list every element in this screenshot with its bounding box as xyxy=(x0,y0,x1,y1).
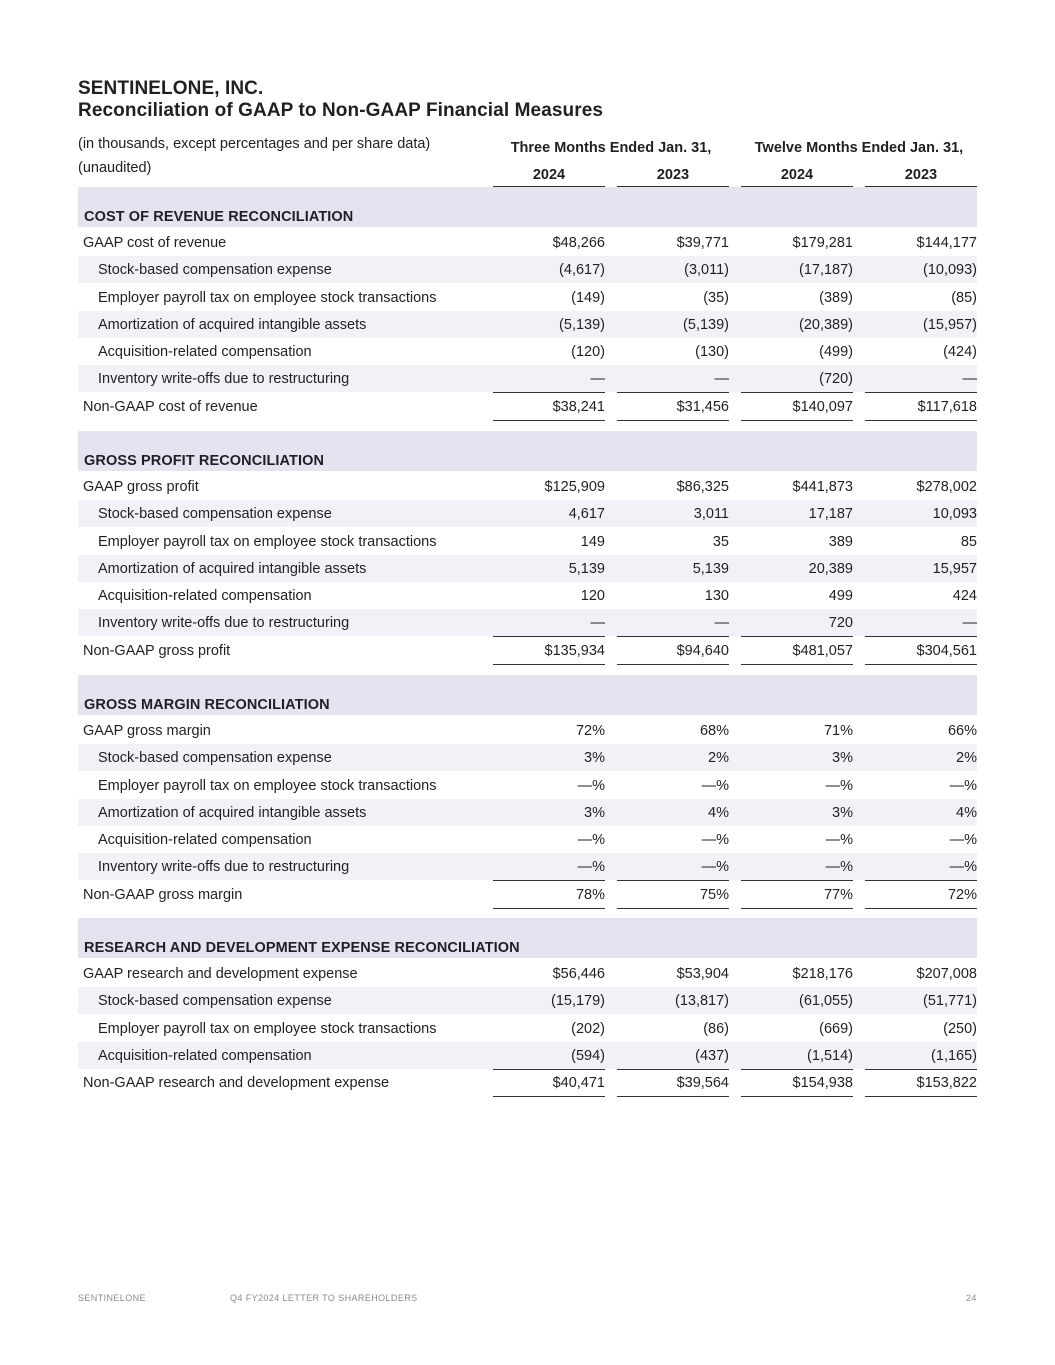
total-rule xyxy=(865,880,977,881)
row-value: 77% xyxy=(823,886,853,903)
row-value: — xyxy=(962,615,977,632)
row-label: Stock-based compensation expense xyxy=(98,506,332,523)
row-value: (669) xyxy=(819,1020,853,1037)
row-value: 66% xyxy=(947,723,977,739)
twelve-months-header: Twelve Months Ended Jan. 31, xyxy=(754,140,964,156)
table-row xyxy=(78,744,977,771)
total-rule xyxy=(741,908,853,909)
row-label: Employer payroll tax on employee stock transactions xyxy=(98,1020,437,1037)
row-value: $441,873 xyxy=(792,479,853,495)
row-value: (10,093) xyxy=(922,262,977,279)
total-rule xyxy=(741,420,853,421)
row-value: (389) xyxy=(819,289,853,306)
section-header xyxy=(78,187,977,227)
row-value: —% xyxy=(825,859,853,876)
section-header xyxy=(78,918,977,958)
total-rule xyxy=(741,664,853,665)
row-value: 3% xyxy=(584,804,605,821)
table-row xyxy=(78,311,977,338)
total-rule xyxy=(865,664,977,665)
row-value: (5,139) xyxy=(559,316,605,333)
table-row xyxy=(78,338,977,365)
row-value: —% xyxy=(701,859,729,876)
row-label: Inventory write-offs due to restructuring xyxy=(98,371,350,388)
section-title: RESEARCH AND DEVELOPMENT EXPENSE RECONCILIATION xyxy=(84,940,520,956)
row-value: $53,904 xyxy=(676,966,729,982)
row-label: Stock-based compensation expense xyxy=(98,750,332,767)
total-rule xyxy=(865,908,977,909)
row-value: (594) xyxy=(571,1047,605,1064)
row-value: (35) xyxy=(703,289,729,306)
table-row xyxy=(78,637,977,664)
row-value: $86,325 xyxy=(676,479,729,495)
row-value: (17,187) xyxy=(798,262,853,279)
row-label: Acquisition-related compensation xyxy=(98,344,312,360)
row-value: (437) xyxy=(695,1047,729,1064)
row-value: 720 xyxy=(828,615,853,632)
total-rule xyxy=(865,636,977,637)
total-rule xyxy=(617,664,729,665)
row-value: —% xyxy=(949,777,977,794)
row-value: 130 xyxy=(704,588,729,604)
row-label: Amortization of acquired intangible assets xyxy=(98,560,367,577)
row-value: — xyxy=(714,615,729,632)
row-label: Acquisition-related compensation xyxy=(98,832,312,848)
row-label: Employer payroll tax on employee stock transactions xyxy=(98,777,437,794)
row-value: $39,771 xyxy=(676,235,729,251)
table-row xyxy=(78,284,977,311)
row-label: Amortization of acquired intangible assets xyxy=(98,804,367,821)
row-value: (20,389) xyxy=(798,316,853,333)
row-value: (61,055) xyxy=(798,993,853,1010)
table-row xyxy=(78,987,977,1014)
row-value: (120) xyxy=(571,344,605,360)
row-value: $31,456 xyxy=(676,398,729,415)
year-header: 2024 xyxy=(493,167,605,187)
total-rule xyxy=(493,420,605,421)
row-value: $154,938 xyxy=(792,1075,853,1091)
row-value: — xyxy=(962,371,977,388)
total-rule xyxy=(741,1096,853,1097)
table-row xyxy=(78,772,977,799)
total-rule xyxy=(741,392,853,393)
row-value: $94,640 xyxy=(676,642,729,659)
row-value: (424) xyxy=(943,344,977,360)
row-value: —% xyxy=(825,832,853,848)
row-value: 10,093 xyxy=(932,506,977,523)
total-rule xyxy=(617,636,729,637)
total-rule xyxy=(617,1096,729,1097)
table-row xyxy=(78,717,977,744)
row-value: $140,097 xyxy=(792,398,853,415)
row-value: $207,008 xyxy=(916,966,977,982)
row-label: Stock-based compensation expense xyxy=(98,993,332,1010)
table-row xyxy=(78,609,977,636)
table-row xyxy=(78,229,977,256)
row-value: 75% xyxy=(699,886,729,903)
table-row xyxy=(78,393,977,420)
page-number: 24 xyxy=(966,1293,977,1303)
row-label: Non-GAAP gross margin xyxy=(83,886,243,903)
row-value: (130) xyxy=(695,344,729,360)
section-header xyxy=(78,675,977,715)
row-value: —% xyxy=(701,832,729,848)
section-title: COST OF REVENUE RECONCILIATION xyxy=(84,209,354,225)
row-value: — xyxy=(714,371,729,388)
row-value: —% xyxy=(577,859,605,876)
row-value: $117,618 xyxy=(917,398,977,415)
row-value: (5,139) xyxy=(683,316,729,333)
row-value: 71% xyxy=(823,723,853,739)
total-rule xyxy=(493,880,605,881)
footer-brand: SENTINELONE xyxy=(78,1293,146,1303)
section-title: GROSS MARGIN RECONCILIATION xyxy=(84,697,330,713)
total-rule xyxy=(493,636,605,637)
company-name: SENTINELONE, INC. xyxy=(78,78,264,99)
table-row xyxy=(78,1069,977,1096)
row-value: (85) xyxy=(951,289,977,306)
total-rule xyxy=(493,908,605,909)
year-header: 2024 xyxy=(741,167,853,187)
row-value: 72% xyxy=(575,723,605,739)
row-value: (4,617) xyxy=(559,262,605,279)
row-value: $125,909 xyxy=(544,479,605,495)
row-value: 389 xyxy=(828,533,853,550)
row-value: (720) xyxy=(819,371,853,388)
row-value: (1,514) xyxy=(807,1047,853,1064)
units-note: (in thousands, except percentages and per share data) xyxy=(78,136,431,152)
table-row xyxy=(78,881,977,908)
row-value: —% xyxy=(825,777,853,794)
row-label: Non-GAAP gross profit xyxy=(83,642,231,659)
row-value: 424 xyxy=(952,588,977,604)
row-value: 78% xyxy=(575,886,605,903)
row-value: (15,957) xyxy=(922,316,977,333)
row-value: (51,771) xyxy=(922,993,977,1010)
row-value: 4,617 xyxy=(568,506,605,523)
row-label: Inventory write-offs due to restructuring xyxy=(98,859,350,876)
row-value: (13,817) xyxy=(674,993,729,1010)
row-value: 68% xyxy=(699,723,729,739)
total-rule xyxy=(617,880,729,881)
row-value: 3% xyxy=(584,750,605,767)
row-value: 3% xyxy=(832,804,853,821)
table-row xyxy=(78,582,977,609)
total-rule xyxy=(617,1069,729,1070)
total-rule xyxy=(865,1069,977,1070)
row-value: $48,266 xyxy=(552,235,605,251)
row-value: — xyxy=(590,371,605,388)
row-value: 20,389 xyxy=(808,560,853,577)
total-rule xyxy=(493,1096,605,1097)
row-value: (15,179) xyxy=(550,993,605,1010)
row-value: (1,165) xyxy=(931,1047,977,1064)
row-value: 72% xyxy=(947,886,977,903)
row-value: $144,177 xyxy=(916,235,977,251)
row-value: $40,471 xyxy=(552,1075,605,1091)
total-rule xyxy=(617,908,729,909)
row-value: —% xyxy=(701,777,729,794)
row-value: 85 xyxy=(960,533,977,550)
row-label: GAAP gross profit xyxy=(83,479,199,495)
table-row xyxy=(78,1042,977,1069)
total-rule xyxy=(865,392,977,393)
row-label: GAAP gross margin xyxy=(83,723,211,739)
row-value: 5,139 xyxy=(692,560,729,577)
table-row xyxy=(78,853,977,880)
row-value: —% xyxy=(949,832,977,848)
table-row xyxy=(78,256,977,283)
total-rule xyxy=(741,1069,853,1070)
row-label: Acquisition-related compensation xyxy=(98,1047,312,1064)
total-rule xyxy=(865,420,977,421)
row-value: —% xyxy=(577,777,605,794)
total-rule xyxy=(865,1096,977,1097)
total-rule xyxy=(741,636,853,637)
table-row xyxy=(78,365,977,392)
row-label: Non-GAAP research and development expense xyxy=(83,1075,390,1091)
row-value: 17,187 xyxy=(808,506,853,523)
row-label: Stock-based compensation expense xyxy=(98,262,332,279)
row-value: (3,011) xyxy=(684,262,729,279)
table-row xyxy=(78,528,977,555)
total-rule xyxy=(617,420,729,421)
row-label: Acquisition-related compensation xyxy=(98,588,312,604)
row-label: Non-GAAP cost of revenue xyxy=(83,398,258,415)
row-value: 4% xyxy=(708,804,729,821)
footer-document: Q4 FY2024 LETTER TO SHAREHOLDERS xyxy=(230,1293,418,1303)
table-row xyxy=(78,500,977,527)
row-value: 4% xyxy=(956,804,977,821)
row-value: (250) xyxy=(943,1020,977,1037)
row-value: 120 xyxy=(580,588,605,604)
row-value: $179,281 xyxy=(792,235,853,251)
row-value: —% xyxy=(577,832,605,848)
unaudited-note: (unaudited) xyxy=(78,160,152,176)
section-title: GROSS PROFIT RECONCILIATION xyxy=(84,453,325,469)
row-value: $481,057 xyxy=(792,642,853,659)
total-rule xyxy=(493,664,605,665)
row-value: — xyxy=(590,615,605,632)
row-value: 3% xyxy=(832,750,853,767)
row-value: 499 xyxy=(828,588,853,604)
table-row xyxy=(78,555,977,582)
year-header: 2023 xyxy=(865,167,977,187)
row-label: GAAP cost of revenue xyxy=(83,235,227,251)
row-value: (86) xyxy=(703,1020,729,1037)
row-value: $135,934 xyxy=(544,642,605,659)
row-value: $218,176 xyxy=(792,966,853,982)
year-header: 2023 xyxy=(617,167,729,187)
total-rule xyxy=(741,880,853,881)
row-value: —% xyxy=(949,859,977,876)
row-label: Employer payroll tax on employee stock transactions xyxy=(98,289,437,306)
section-header xyxy=(78,431,977,471)
row-value: (149) xyxy=(571,289,605,306)
table-row xyxy=(78,799,977,826)
row-value: $56,446 xyxy=(552,966,605,982)
total-rule xyxy=(617,392,729,393)
row-value: 2% xyxy=(956,750,977,767)
row-value: $38,241 xyxy=(552,398,605,415)
table-row xyxy=(78,473,977,500)
row-value: 35 xyxy=(712,533,729,550)
total-rule xyxy=(493,392,605,393)
row-value: $153,822 xyxy=(916,1075,977,1091)
row-value: $278,002 xyxy=(916,479,977,495)
row-label: GAAP research and development expense xyxy=(83,966,358,982)
row-value: (499) xyxy=(819,344,853,360)
row-label: Employer payroll tax on employee stock transactions xyxy=(98,533,437,550)
row-value: 2% xyxy=(708,750,729,767)
three-months-header: Three Months Ended Jan. 31, xyxy=(510,140,712,156)
row-label: Amortization of acquired intangible assets xyxy=(98,316,367,333)
table-row xyxy=(78,960,977,987)
row-label: Inventory write-offs due to restructuring xyxy=(98,615,350,632)
row-value: 5,139 xyxy=(568,560,605,577)
row-value: $304,561 xyxy=(916,642,977,659)
table-row xyxy=(78,1015,977,1042)
row-value: 149 xyxy=(580,533,605,550)
row-value: 15,957 xyxy=(932,560,977,577)
row-value: 3,011 xyxy=(693,506,729,523)
row-value: $39,564 xyxy=(676,1075,729,1091)
table-row xyxy=(78,826,977,853)
row-value: (202) xyxy=(571,1020,605,1037)
total-rule xyxy=(493,1069,605,1070)
page-title: Reconciliation of GAAP to Non-GAAP Financial Measures xyxy=(78,100,604,121)
